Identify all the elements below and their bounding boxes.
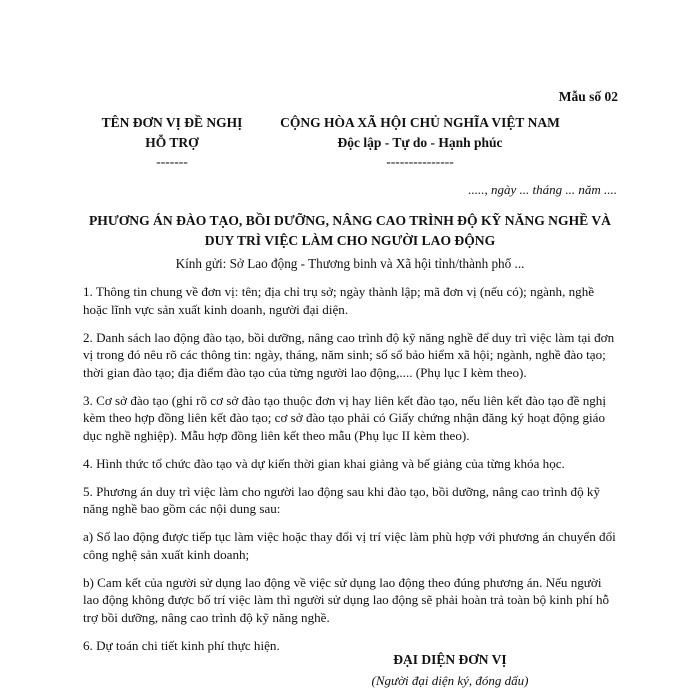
section-5a: a) Số lao động được tiếp tục làm việc hoặc thay đổi vị trí việc làm phù hợp với phương án chuyển đổi công nghệ sản xuất kinh doanh; xyxy=(83,529,616,562)
section-1: 1. Thông tin chung về đơn vị: tên; địa chỉ trụ sở; ngày thành lập; mã đơn vị (nếu có); ngành, nghề hoặc lĩnh vực sản xuất kinh doanh, người đại diện. xyxy=(83,284,595,317)
signature-note: (Người đại diện ký, đóng dấu) xyxy=(371,673,529,688)
section-5b: b) Cam kết của người sử dụng lao động về việc sử dụng lao động theo đúng phương án. Nếu người lao động không được bố trí việc làm thì người sử dụng lao động sẽ phải hoàn trả toàn bộ kinh phí hỗ trợ bồi dưỡng, nâng cao trình độ kỹ năng nghề. xyxy=(83,574,610,625)
org-name-line2: HỖ TRỢ xyxy=(145,135,199,150)
document-body xyxy=(83,283,618,665)
section-3: 3. Cơ sở đào tạo (ghi rõ cơ sở đào tạo thuộc đơn vị hay liên kết đào tạo, nếu liên kết đào tạo đề nghị kèm theo hợp đồng liên kết đào tạo; cơ sở đào tạo phải có Giấy chứng nhận đăng ký hoạt động giáo dục nghề nghiệp). Mẫu hợp đồng liên kết theo mẫu (Phụ lục II kèm theo). xyxy=(83,392,606,443)
section-5: 5. Phương án duy trì việc làm cho người lao động sau khi đào tạo, bồi dưỡng, nâng cao trình độ kỹ năng nghề bao gồm các nội dung sau: xyxy=(83,483,600,516)
document-title xyxy=(60,211,640,251)
title-line2: DUY TRÌ VIỆC LÀM CHO NGƯỜI LAO ĐỘNG xyxy=(204,233,496,248)
section-4: 4. Hình thức tổ chức đào tạo và dự kiến thời gian khai giảng và bế giảng của từng khóa học. xyxy=(83,455,565,471)
title-line1: PHƯƠNG ÁN ĐÀO TẠO, BỒI DƯỠNG, NÂNG CAO TRÌNH ĐỘ KỸ NĂNG NGHỀ VÀ xyxy=(89,213,611,228)
national-divider: --------------- xyxy=(386,154,454,169)
form-number: Mẫu số 02 xyxy=(558,89,618,104)
date-line: ....., ngày ... tháng ... năm .... xyxy=(468,182,617,197)
national-header xyxy=(270,113,570,171)
recipient-line: Kính gửi: Sở Lao động - Thương binh và Xã hội tỉnh/thành phố ... xyxy=(175,256,525,271)
section-6: 6. Dự toán chi tiết kinh phí thực hiện. xyxy=(83,637,280,653)
section-2: 2. Danh sách lao động đào tạo, bồi dưỡng, nâng cao trình độ kỹ năng nghề để duy trì việc làm tại đơn vị trong đó nêu rõ các thông tin: ngày, tháng, năm sinh; số sổ bảo hiểm xã hội; ngành, nghề đào tạo; thời gian đào tạo; địa điểm đào tạo của từng người lao động,.... (Phụ lục I kèm theo). xyxy=(83,329,615,380)
org-name-line1: TÊN ĐƠN VỊ ĐỀ NGHỊ xyxy=(101,115,243,130)
signature-title: ĐẠI DIỆN ĐƠN VỊ xyxy=(393,652,507,667)
org-header xyxy=(92,113,252,171)
national-title: CỘNG HÒA XÃ HỘI CHỦ NGHĨA VIỆT NAM xyxy=(280,115,560,130)
org-divider: ------- xyxy=(156,154,188,169)
national-motto: Độc lập - Tự do - Hạnh phúc xyxy=(337,135,503,150)
